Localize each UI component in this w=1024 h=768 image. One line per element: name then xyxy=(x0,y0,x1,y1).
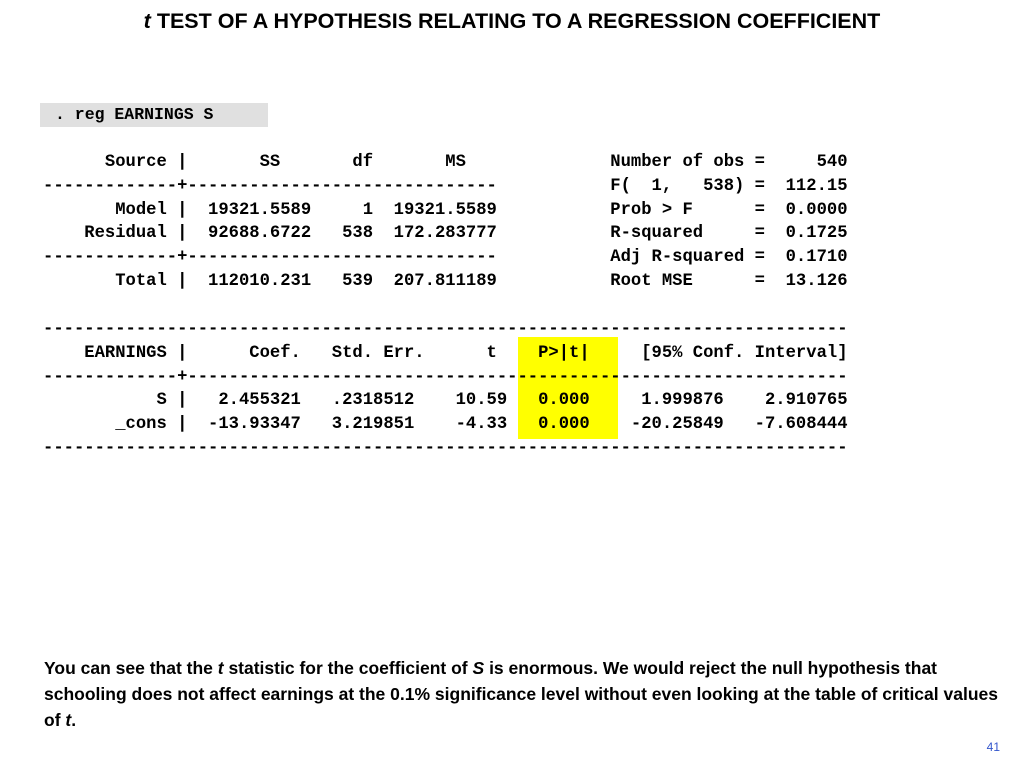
slide-title xyxy=(0,6,1024,36)
anova-residual-row: Residual | 92688.6722 538 172.283777 R-squared = 0.1725 xyxy=(43,224,848,244)
coef-rule-top: ------------------------------------------------------------------------------ xyxy=(43,320,848,339)
explanation-text: You can see that the t statistic for the coefficient of S is enormous. We would reject the null hypothesis that schooling does not affect earnings at the 0.1% significance level without even looking at the table of critical values of t. xyxy=(44,658,998,730)
title-t-italic: t xyxy=(143,9,151,33)
coef-separator: -------------+---------------------------------------------------------------- xyxy=(43,367,848,387)
coef-cons-row: _cons | -13.93347 3.219851 -4.33 0.000 -20.25849 -7.608444 xyxy=(43,415,848,435)
anova-table xyxy=(43,151,848,294)
coefficient-table xyxy=(43,318,848,461)
anova-header-row: Source | SS df MS Number of obs = 540 xyxy=(43,153,848,172)
anova-separator: -------------+------------------------------ F( 1, 538) = 112.15 xyxy=(43,176,848,196)
coef-s-row: S | 2.455321 .2318512 10.59 0.000 1.999876 2.910765 xyxy=(43,391,848,411)
page-number: 41 xyxy=(986,740,1000,754)
coef-rule-bottom: ------------------------------------------------------------------------------ xyxy=(43,438,848,458)
title-text: TEST OF A HYPOTHESIS RELATING TO A REGRESSION COEFFICIENT xyxy=(150,9,881,33)
anova-total-row: Total | 112010.231 539 207.811189 Root MSE = 13.126 xyxy=(43,271,848,291)
anova-model-row: Model | 19321.5589 1 19321.5589 Prob > F = 0.0000 xyxy=(43,200,848,220)
stata-command: . reg EARNINGS S xyxy=(40,103,268,127)
anova-separator: -------------+------------------------------ Adj R-squared = 0.1710 xyxy=(43,248,848,268)
coef-header-row: EARNINGS | Coef. Std. Err. t P>|t| [95% Conf. Interval] xyxy=(43,343,848,363)
